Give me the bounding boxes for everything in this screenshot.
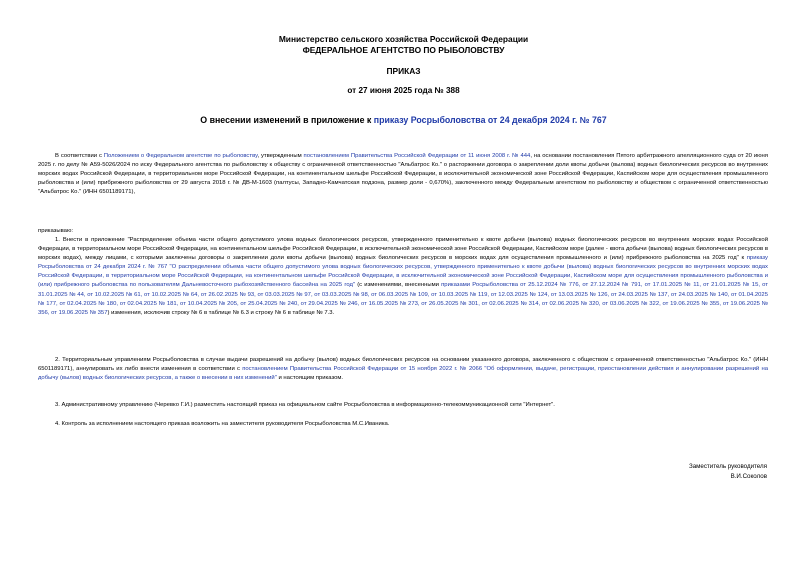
- ministry-heading: Министерство сельского хозяйства Российской Федерации: [278, 34, 529, 44]
- item1-text-2: (с изменениями, внесенными: [355, 282, 442, 289]
- item-3-paragraph: 3. Административному управлению (Черевко Г.И.) разместить настоящий приказ на официальном сайте Росрыболовства в информационно-телекоммуникационной сети "Интернет".: [55, 402, 555, 408]
- item-1-paragraph: [38, 236, 768, 318]
- preamble-text-1: В соответствии с: [55, 153, 104, 159]
- doc-type-heading: ПРИКАЗ: [386, 66, 421, 76]
- item-4-paragraph: 4. Контроль за исполнением настоящего приказа возложить на заместителя руководителя Росрыболовства М.С.Иваника.: [55, 421, 390, 427]
- signature-block: [567, 462, 767, 482]
- title-prefix: О внесении изменений в приложение к: [200, 115, 374, 125]
- statute-link[interactable]: Положением о Федеральном агентстве по рыболовству: [103, 153, 258, 159]
- item-2-paragraph: [38, 356, 768, 383]
- item1-text-1: 1. Внести в приложение "Распределение объема части общего допустимого улова водных биологических ресурсов, утвержденного применительно к квоте добычи (вылова) водных биологических ресурсов во внутренних морских водах Российской Федерации, в территориальном море Российской Федерации, на континентальном шельфе Российской Федерации, в исключительной экономической зоне Российской Федерации, Каспийском море (далее - квота добычи (вылова) водных биологических ресурсов в морских водах), между лицами, с которыми заключены договоры о закреплении доли квоты добычи (вылова) водных биологических ресурсов в морских водах для осуществления промышленного и (или) прибрежного рыболовства на 2025 год" к: [38, 237, 768, 262]
- preamble-text-2: , утвержденным: [257, 153, 304, 159]
- amending-orders-link[interactable]: приказами Росрыболовства от 25.12.2024 № 776, от 27.12.2024 № 791, от 17.01.2025 № 11, от 21.01.2025 № 15, от 31.01.2025 № 44, от 10.02.2025 № 61, от 10.02.2025 № 64, от 26.02.2025 № 93, от 03.03.2025 № 97, от 03.03.2025 № 98, от 06.03.2025 № 109, от 10.03.2025 № 119, от 12.03.2025 № 124, от 13.03.2025 № 126, от 24.03.2025 № 137, от 24.03.2025 № 140, от 01.04.2025 № 177, от 02.04.2025 № 180, от 02.04.2025 № 181, от 10.04.2025 № 205, от 25.04.2025 № 240, от 29.04.2025 № 246, от 16.05.2025 № 273, от 26.05.2025 № 301, от 02.06.2025 № 314, от 02.06.2025 № 320, от 03.06.2025 № 322, от 19.06.2025 № 355, от 19.06.2025 № 356, от 19.06.2025 № 357: [38, 282, 768, 316]
- item2-text-1: 2. Территориальным управлениям Росрыболовства в случае выдачи разрешений на добычу (вылов) водных биологических ресурсов на основании указанного договора, заключенного с обществом с ограниченной ответственностью "Альбатрос Ко." (ИНН 6501189171), аннулировать их либо внести изменения в соответствии с: [38, 357, 768, 373]
- agency-heading: ФЕДЕРАЛЬНОЕ АГЕНТСТВО ПО РЫБОЛОВСТВУ: [302, 45, 505, 55]
- government-decree-link[interactable]: постановлением Правительства Российской Федерации от 11 июня 2008 г. № 444: [303, 153, 531, 159]
- item2-text-2: и настоящим приказом.: [276, 375, 344, 382]
- preamble-paragraph: [38, 152, 768, 197]
- doc-title: [0, 115, 807, 125]
- preamble-text-3: , на основании постановления Пятого арбитражного апелляционного суда от 20 июня 2025 г. по делу № А59-5026/2024 по иску Федерального агентства по рыболовству к обществу с ограниченной ответственностью "Альбатрос Ко." о расторжении договора о закреплении доли квоты добычи (вылова) водных биологических ресурсов во внутренних морских водах Российской Федерации, в территориальном море Российской Федерации, на континентальном шельфе Российской Федерации, в исключительной экономической зоне Российской Федерации, Каспийском море для осуществления промышленного рыболовства и (или) прибрежного рыболовства от 29 августа 2018 г. № ДВ-М-1603 (палтусы, Западно-Камчатская подзона, размер доли - 0,670%), заключенного между Федеральным агентством по рыболовству и обществом с ограниченной ответственностью "Альбатрос Ко." (ИНН 6501189171),: [38, 153, 768, 196]
- signer-name: В.И.Соколов: [730, 473, 767, 480]
- order-767-link[interactable]: приказу Росрыболовства от 24 декабря 2024 г. № 767 "О распределении объема части общего допустимого улова водных биологических ресурсов, утвержденного применительно к квоте добычи (вылова) водных биологических ресурсов во внутренних морских водах Российской Федерации, в территориальном море Российской Федерации, на континентальном шельфе Российской Федерации, в исключительной экономической зоне Российской Федерации, Каспийском море для осуществления промышленного рыболовства и (или) прибрежного рыболовства по пользователям Дальневосточного рыбохозяйственного бассейна на 2025 год": [38, 255, 768, 289]
- doc-date-number: от 27 июня 2025 года № 388: [347, 86, 460, 95]
- decree-2066-link[interactable]: постановлением Правительства Российской Федерации от 15 ноября 2022 г. № 2066 "Об оформлении, выдаче, регистрации, приостановлении действия и аннулировании разрешений на добычу (вылов) водных биологических ресурсов, а также о внесении в них изменений": [38, 366, 768, 382]
- title-link[interactable]: приказу Росрыболовства от 24 декабря 2024 г. № 767: [373, 115, 607, 125]
- signer-position: Заместитель руководителя: [688, 463, 767, 470]
- item1-text-3: ) изменения, исключив строку № 6 в таблице № 6.3 и строку № 6 в таблице № 7.3.: [107, 309, 335, 316]
- order-word: приказываю:: [38, 228, 74, 234]
